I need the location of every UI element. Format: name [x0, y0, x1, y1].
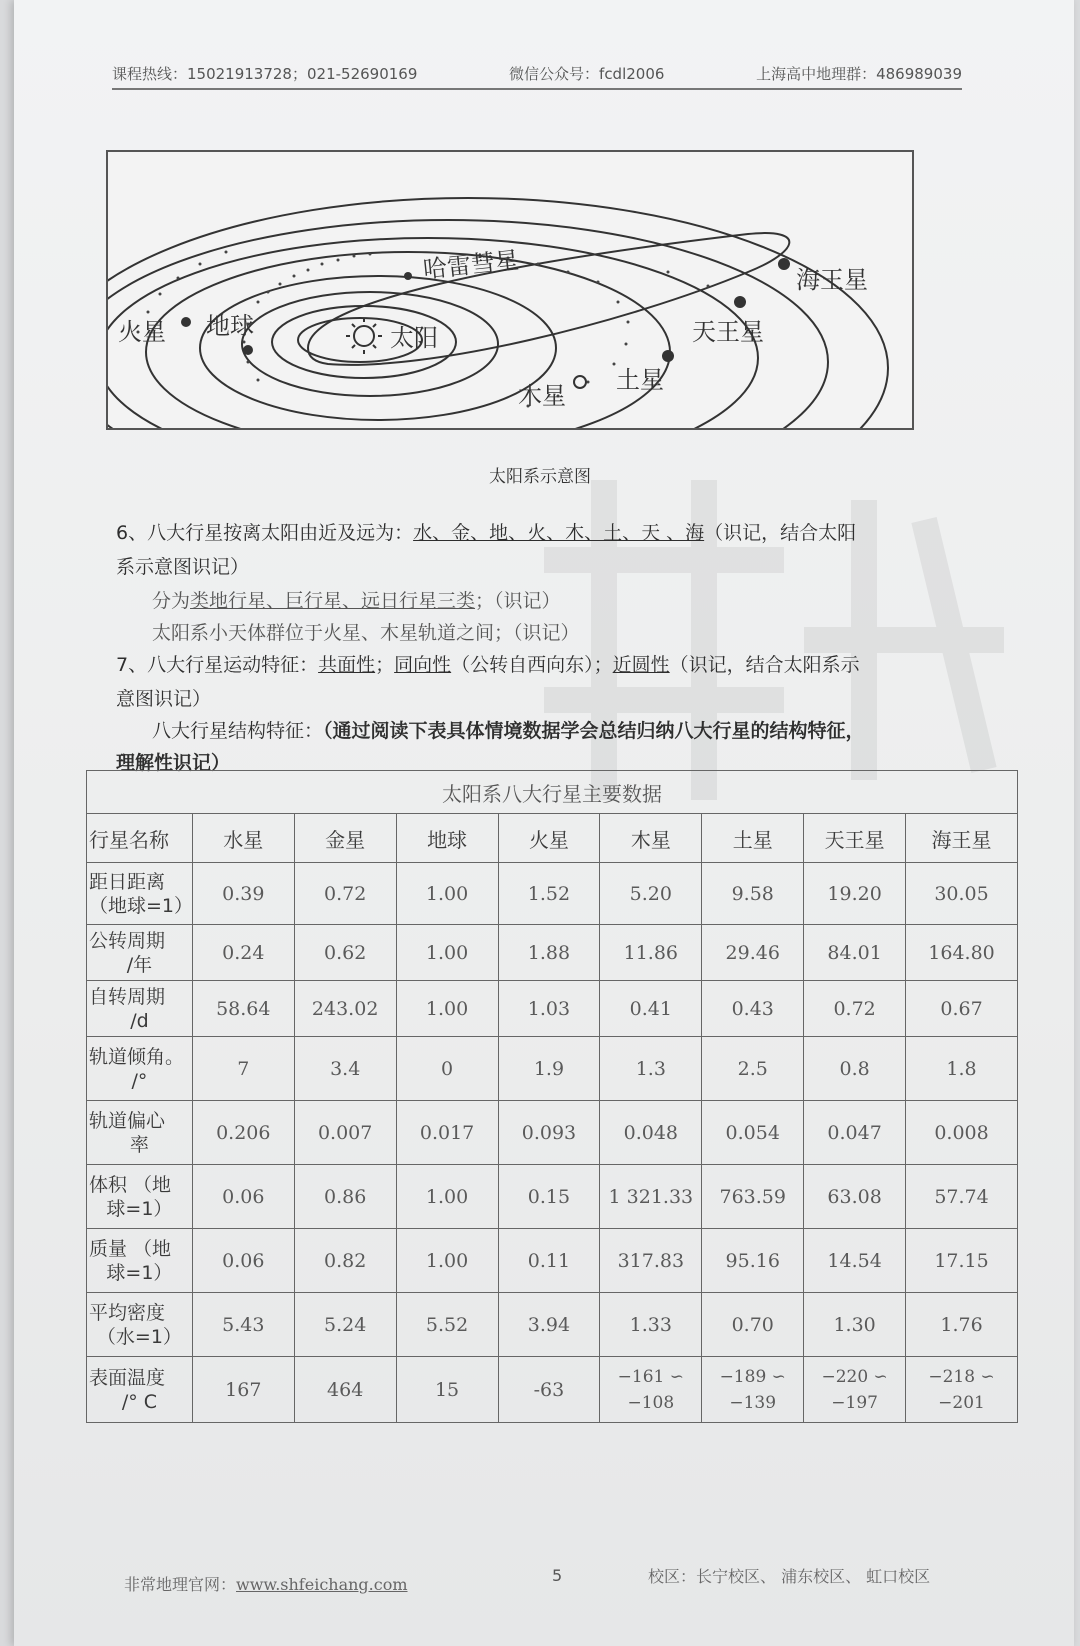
table-cell: 0.017	[396, 1101, 498, 1165]
planet-classification	[152, 586, 561, 616]
row-label-line2: 球=1）	[106, 1197, 173, 1220]
row-label-line2: 率	[129, 1133, 149, 1156]
table-cell: −161 ∽ −108	[600, 1357, 702, 1423]
table-cell: 15	[396, 1357, 498, 1423]
table-cell: 5.20	[600, 863, 702, 925]
table-row	[87, 925, 1018, 981]
table-cell: 0.82	[294, 1229, 396, 1293]
table-row	[87, 981, 1018, 1037]
class-prefix: 分为	[152, 590, 191, 612]
saturn-icon	[662, 350, 674, 362]
row-label-line1: 距日距离	[89, 870, 166, 893]
table-body	[87, 863, 1018, 1423]
table-cell: 763.59	[702, 1165, 804, 1229]
coplanar: 共面性	[318, 654, 376, 676]
paragraph-7-line2: 意图识记）	[116, 688, 212, 710]
class-suffix: ；（识记）	[475, 590, 561, 612]
table-cell: 0.67	[906, 981, 1018, 1037]
paragraph-6-line1	[116, 518, 856, 548]
row-label-line2: /° C	[121, 1390, 158, 1413]
site-label: 非常地理官网：	[124, 1575, 237, 1594]
table-cell: 95.16	[702, 1229, 804, 1293]
table-cell: 1.88	[498, 925, 600, 981]
header-mars: 火星	[498, 814, 600, 863]
struct-instruction: （通过阅读下表具体情境数据学会总结归纳八大行星的结构特征，	[323, 720, 865, 742]
qq-group: 上海高中地理群：486989039	[756, 64, 962, 83]
row-label-line2: /d	[130, 1009, 149, 1032]
row-label	[87, 981, 193, 1037]
planet-data-table	[86, 770, 1018, 1423]
row-label-line1: 平均密度	[89, 1301, 166, 1324]
halley-comet-label: 哈雷彗星	[421, 246, 521, 284]
row-label-line1: 质量 （地	[89, 1237, 172, 1260]
table-cell: −189 ∽ −139	[702, 1357, 804, 1423]
row-label-line2: （地球=1）	[89, 894, 194, 917]
row-label	[87, 925, 193, 981]
table-cell: 1.00	[396, 1165, 498, 1229]
paragraph-7-line1	[116, 650, 860, 680]
header-planet-name: 行星名称	[87, 814, 193, 863]
header-neptune: 海王星	[906, 814, 1018, 863]
table-cell: 0.06	[192, 1229, 294, 1293]
jupiter-icon	[574, 376, 586, 388]
row-label-line1: 轨道偏心	[89, 1109, 166, 1132]
table-cell: 1.30	[804, 1293, 906, 1357]
table-cell: 0.007	[294, 1101, 396, 1165]
table-cell: 5.43	[192, 1293, 294, 1357]
row-label-line1: 公转周期	[89, 929, 166, 952]
table-row	[87, 1229, 1018, 1293]
table-row	[87, 1165, 1018, 1229]
mars-icon	[181, 317, 191, 327]
table-cell: 57.74	[906, 1165, 1018, 1229]
header-jupiter: 木星	[600, 814, 702, 863]
near-circular: 近圆性	[612, 654, 670, 676]
table-cell: 19.20	[804, 863, 906, 925]
table-row	[87, 1293, 1018, 1357]
table-cell: 0.048	[600, 1101, 702, 1165]
table-cell: 1.00	[396, 925, 498, 981]
orbit-mars	[200, 276, 556, 420]
jupiter-label: 木星	[518, 382, 566, 410]
table-cell: 0.8	[804, 1037, 906, 1101]
table-title: 太阳系八大行星主要数据	[87, 771, 1018, 814]
table-cell: 7	[192, 1037, 294, 1101]
row-label-line2: 球=1）	[106, 1261, 173, 1284]
p7-prefix: 7、八大行星运动特征：	[116, 654, 319, 676]
table-cell: 0.72	[294, 863, 396, 925]
table-cell: 3.4	[294, 1037, 396, 1101]
campus-list: 校区：长宁校区、 浦东校区、 虹口校区	[648, 1567, 931, 1586]
table-cell: 29.46	[702, 925, 804, 981]
table-cell: 0.15	[498, 1165, 600, 1229]
table-cell: 3.94	[498, 1293, 600, 1357]
row-label-line2: /°	[131, 1069, 148, 1092]
table-cell: 0.41	[600, 981, 702, 1037]
table-cell: 1.00	[396, 981, 498, 1037]
sun-icon	[346, 318, 382, 354]
diagram-caption: 太阳系示意图	[489, 467, 591, 487]
table-cell: 5.52	[396, 1293, 498, 1357]
table-cell: 0	[396, 1037, 498, 1101]
table-row	[87, 1037, 1018, 1101]
table-cell: 0.008	[906, 1101, 1018, 1165]
paragraph-6-line2: 系示意图识记）	[116, 556, 250, 578]
table-cell: 1.76	[906, 1293, 1018, 1357]
table-cell: 317.83	[600, 1229, 702, 1293]
table-cell: 0.06	[192, 1165, 294, 1229]
earth-icon	[243, 345, 253, 355]
table-cell: 0.70	[702, 1293, 804, 1357]
course-hotline: 课程热线：15021913728；021-52690169	[112, 64, 418, 83]
table-cell: 1.00	[396, 1229, 498, 1293]
table-cell: 0.24	[192, 925, 294, 981]
table-cell: 30.05	[906, 863, 1018, 925]
header-uranus: 天王星	[804, 814, 906, 863]
row-label	[87, 1165, 193, 1229]
class-types: 类地行星、巨行星、远日行星三类	[190, 590, 476, 612]
table-cell: 0.093	[498, 1101, 600, 1165]
table-cell: 58.64	[192, 981, 294, 1037]
header-mercury: 水星	[192, 814, 294, 863]
sun-label: 太阳	[390, 324, 438, 352]
solar-system-diagram	[106, 150, 914, 430]
table-cell: 0.62	[294, 925, 396, 981]
document-page	[14, 0, 1074, 1646]
table-cell: 0.047	[804, 1101, 906, 1165]
earth-label: 地球	[206, 312, 254, 340]
table-cell: 9.58	[702, 863, 804, 925]
row-label-line1: 轨道倾角。	[89, 1045, 185, 1068]
page-number: 5	[552, 1566, 563, 1585]
neptune-label: 海王星	[796, 266, 868, 294]
table-cell: 1.52	[498, 863, 600, 925]
table-cell: 1.33	[600, 1293, 702, 1357]
table-cell: 11.86	[600, 925, 702, 981]
struct-prefix: 八大行星结构特征：	[152, 720, 324, 742]
footer-site	[124, 1572, 408, 1595]
table-cell: 0.39	[192, 863, 294, 925]
row-label-line2: /年	[126, 953, 153, 976]
table-cell: 63.08	[804, 1165, 906, 1229]
planet-order: 水、金、地、火、木、土、天 、海	[413, 522, 705, 544]
table-cell: 167	[192, 1357, 294, 1423]
table-cell: 1.9	[498, 1037, 600, 1101]
p7-suffix: （识记，结合太阳系示	[669, 654, 860, 676]
comet-icon	[404, 272, 412, 280]
structure-line1	[152, 716, 865, 746]
table-cell: 1 321.33	[600, 1165, 702, 1229]
table-cell: -63	[498, 1357, 600, 1423]
header-venus: 金星	[294, 814, 396, 863]
table-cell: 243.02	[294, 981, 396, 1037]
row-label	[87, 1037, 193, 1101]
site-url[interactable]: www.shfeichang.com	[236, 1575, 408, 1594]
table-cell: −220 ∽ −197	[804, 1357, 906, 1423]
table-cell: 0.43	[702, 981, 804, 1037]
same-direction: 同向性	[394, 654, 452, 676]
table-cell: 1.8	[906, 1037, 1018, 1101]
table-cell: −218 ∽ −201	[906, 1357, 1018, 1423]
saturn-label: 土星	[616, 366, 664, 394]
table-cell: 2.5	[702, 1037, 804, 1101]
table-row	[87, 863, 1018, 925]
table-cell: 0.72	[804, 981, 906, 1037]
header-saturn: 土星	[702, 814, 804, 863]
table-cell: 0.86	[294, 1165, 396, 1229]
header-earth: 地球	[396, 814, 498, 863]
table-cell: 1.3	[600, 1037, 702, 1101]
p7-mid: （公转自西向东）；	[451, 654, 613, 676]
table-cell: 464	[294, 1357, 396, 1423]
row-label-line2: （水=1）	[96, 1325, 182, 1348]
table-cell: 14.54	[804, 1229, 906, 1293]
table-cell: 17.15	[906, 1229, 1018, 1293]
uranus-icon	[734, 296, 746, 308]
table-cell: 0.206	[192, 1101, 294, 1165]
row-label-line1: 自转周期	[89, 985, 166, 1008]
row-label-line1: 表面温度	[89, 1366, 166, 1389]
table-cell: 84.01	[804, 925, 906, 981]
row-label	[87, 1101, 193, 1165]
mars-label: 火星	[118, 318, 166, 346]
table-row	[87, 1357, 1018, 1423]
table-row	[87, 1101, 1018, 1165]
table-cell: 0.054	[702, 1101, 804, 1165]
wechat-account: 微信公众号：fcdl2006	[509, 64, 665, 83]
neptune-icon	[778, 258, 790, 270]
row-label	[87, 1357, 193, 1423]
table-cell: 5.24	[294, 1293, 396, 1357]
row-label	[87, 1293, 193, 1357]
p6-suffix: （识记，结合太阳	[704, 522, 857, 544]
row-label-line1: 体积 （地	[89, 1173, 172, 1196]
row-label	[87, 1229, 193, 1293]
table-cell: 1.00	[396, 863, 498, 925]
table-cell: 1.03	[498, 981, 600, 1037]
page-header	[112, 58, 962, 90]
asteroid-belt-note: 太阳系小天体群位于火星、木星轨道之间；（识记）	[152, 622, 580, 644]
structure-line2: 理解性识记）	[116, 752, 231, 774]
uranus-label: 天王星	[692, 318, 764, 346]
p7-sep: ；	[375, 654, 395, 676]
row-label	[87, 863, 193, 925]
table-cell: 164.80	[906, 925, 1018, 981]
table-header-row	[87, 814, 1018, 863]
p6-prefix: 6、八大行星按离太阳由近及远为：	[116, 522, 414, 544]
table-cell: 0.11	[498, 1229, 600, 1293]
